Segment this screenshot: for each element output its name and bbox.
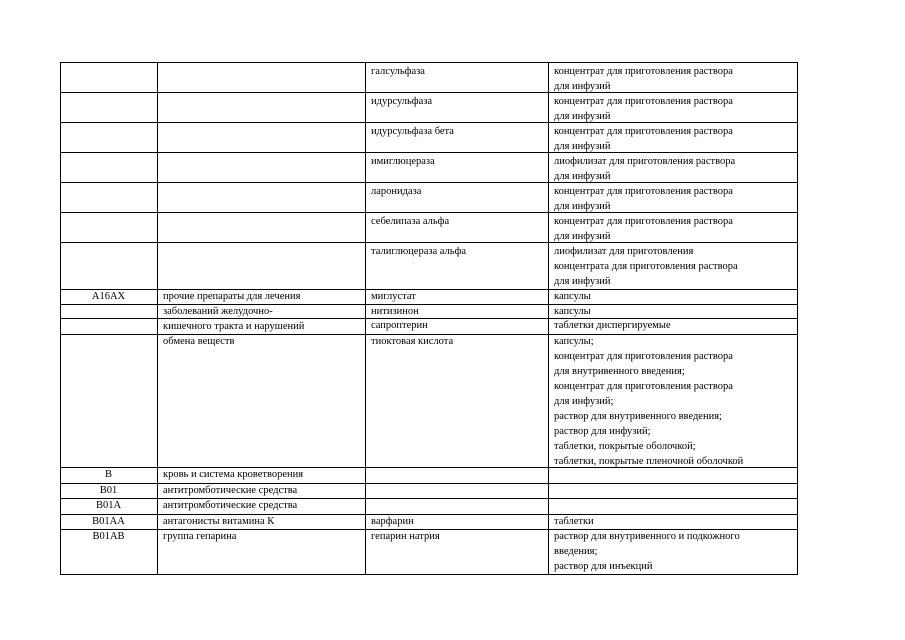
dosage-form: для инфузий	[554, 111, 611, 122]
dosage-form: лиофилизат для приготовления раствора	[554, 156, 736, 167]
row-divider	[60, 182, 798, 183]
dosage-form: раствор для внутривенного введения;	[554, 411, 722, 422]
column-divider	[365, 62, 366, 575]
column-divider	[157, 62, 158, 575]
dosage-form: для инфузий	[554, 231, 611, 242]
group-name: заболеваний желудочно-	[163, 306, 273, 317]
drug-name: гепарин натрия	[371, 531, 440, 542]
atc-code: B01A	[95, 500, 122, 511]
group-name: антитромботические средства	[163, 500, 298, 511]
dosage-form: введения;	[554, 546, 598, 557]
atc-code: B01	[99, 485, 118, 496]
drug-name: сапроптерин	[371, 320, 428, 331]
dosage-form: капсулы	[554, 306, 591, 317]
group-name: прочие препараты для лечения	[163, 291, 301, 302]
dosage-form: для инфузий	[554, 171, 611, 182]
dosage-form: для инфузий	[554, 141, 611, 152]
dosage-form: для инфузий;	[554, 396, 614, 407]
dosage-form: таблетки	[554, 516, 594, 527]
dosage-form: капсулы	[554, 291, 591, 302]
dosage-form: концентрата для приготовления раствора	[554, 261, 738, 272]
atc-code: A16AX	[91, 291, 126, 302]
dosage-form: для инфузий	[554, 201, 611, 212]
dosage-form: концентрат для приготовления раствора	[554, 381, 733, 392]
dosage-form: концентрат для приготовления раствора	[554, 351, 733, 362]
dosage-form: капсулы;	[554, 336, 594, 347]
group-name: группа гепарина	[163, 531, 237, 542]
dosage-form: концентрат для приготовления раствора	[554, 126, 733, 137]
dosage-form: концентрат для приготовления раствора	[554, 186, 733, 197]
group-name: кровь и система кроветворения	[163, 469, 304, 480]
row-divider	[60, 92, 798, 93]
atc-code: B	[104, 469, 112, 480]
atc-code: B01AB	[92, 531, 125, 542]
column-divider	[797, 62, 798, 575]
drug-name: ларонидаза	[371, 186, 422, 197]
dosage-form: для инфузий	[554, 276, 611, 287]
group-name: антагонисты витамина К	[163, 516, 275, 527]
dosage-form: концентрат для приготовления раствора	[554, 216, 733, 227]
column-divider	[548, 62, 549, 575]
drug-name: миглустат	[371, 291, 416, 302]
group-name: обмена веществ	[163, 336, 235, 347]
group-name: кишечного тракта и нарушений	[163, 321, 305, 332]
dosage-form: таблетки, покрытые пленочной оболочкой	[554, 456, 744, 467]
drug-name: имиглюцераза	[371, 156, 435, 167]
dosage-form: для внутривенного введения;	[554, 366, 685, 377]
dosage-form: таблетки, покрытые оболочкой;	[554, 441, 696, 452]
row-divider	[60, 122, 798, 123]
drug-name: себелипаза альфа	[371, 216, 450, 227]
row-divider	[60, 574, 798, 575]
drug-name: идурсульфаза	[371, 96, 433, 107]
dosage-form: концентрат для приготовления раствора	[554, 66, 733, 77]
dosage-form: раствор для инъекций	[554, 561, 653, 572]
group-name: антитромботические средства	[163, 485, 298, 496]
atc-code: B01AA	[92, 516, 125, 527]
drug-name: варфарин	[371, 516, 414, 527]
dosage-form: раствор для внутривенного и подкожного	[554, 531, 740, 542]
dosage-form: лиофилизат для приготовления	[554, 246, 694, 257]
row-divider	[60, 62, 798, 63]
dosage-form: раствор для инфузий;	[554, 426, 651, 437]
drug-name: талиглюцераза альфа	[371, 246, 467, 257]
drug-name: идурсульфаза бета	[371, 126, 454, 137]
dosage-form: для инфузий	[554, 81, 611, 92]
drug-name: тиоктовая кислота	[371, 336, 454, 347]
drug-name: нитизинон	[371, 306, 419, 317]
drug-name: галсульфаза	[371, 66, 425, 77]
dosage-form: таблетки диспергируемые	[554, 320, 671, 331]
row-divider	[60, 242, 798, 243]
row-divider	[60, 152, 798, 153]
dosage-form: концентрат для приготовления раствора	[554, 96, 733, 107]
row-divider	[60, 212, 798, 213]
